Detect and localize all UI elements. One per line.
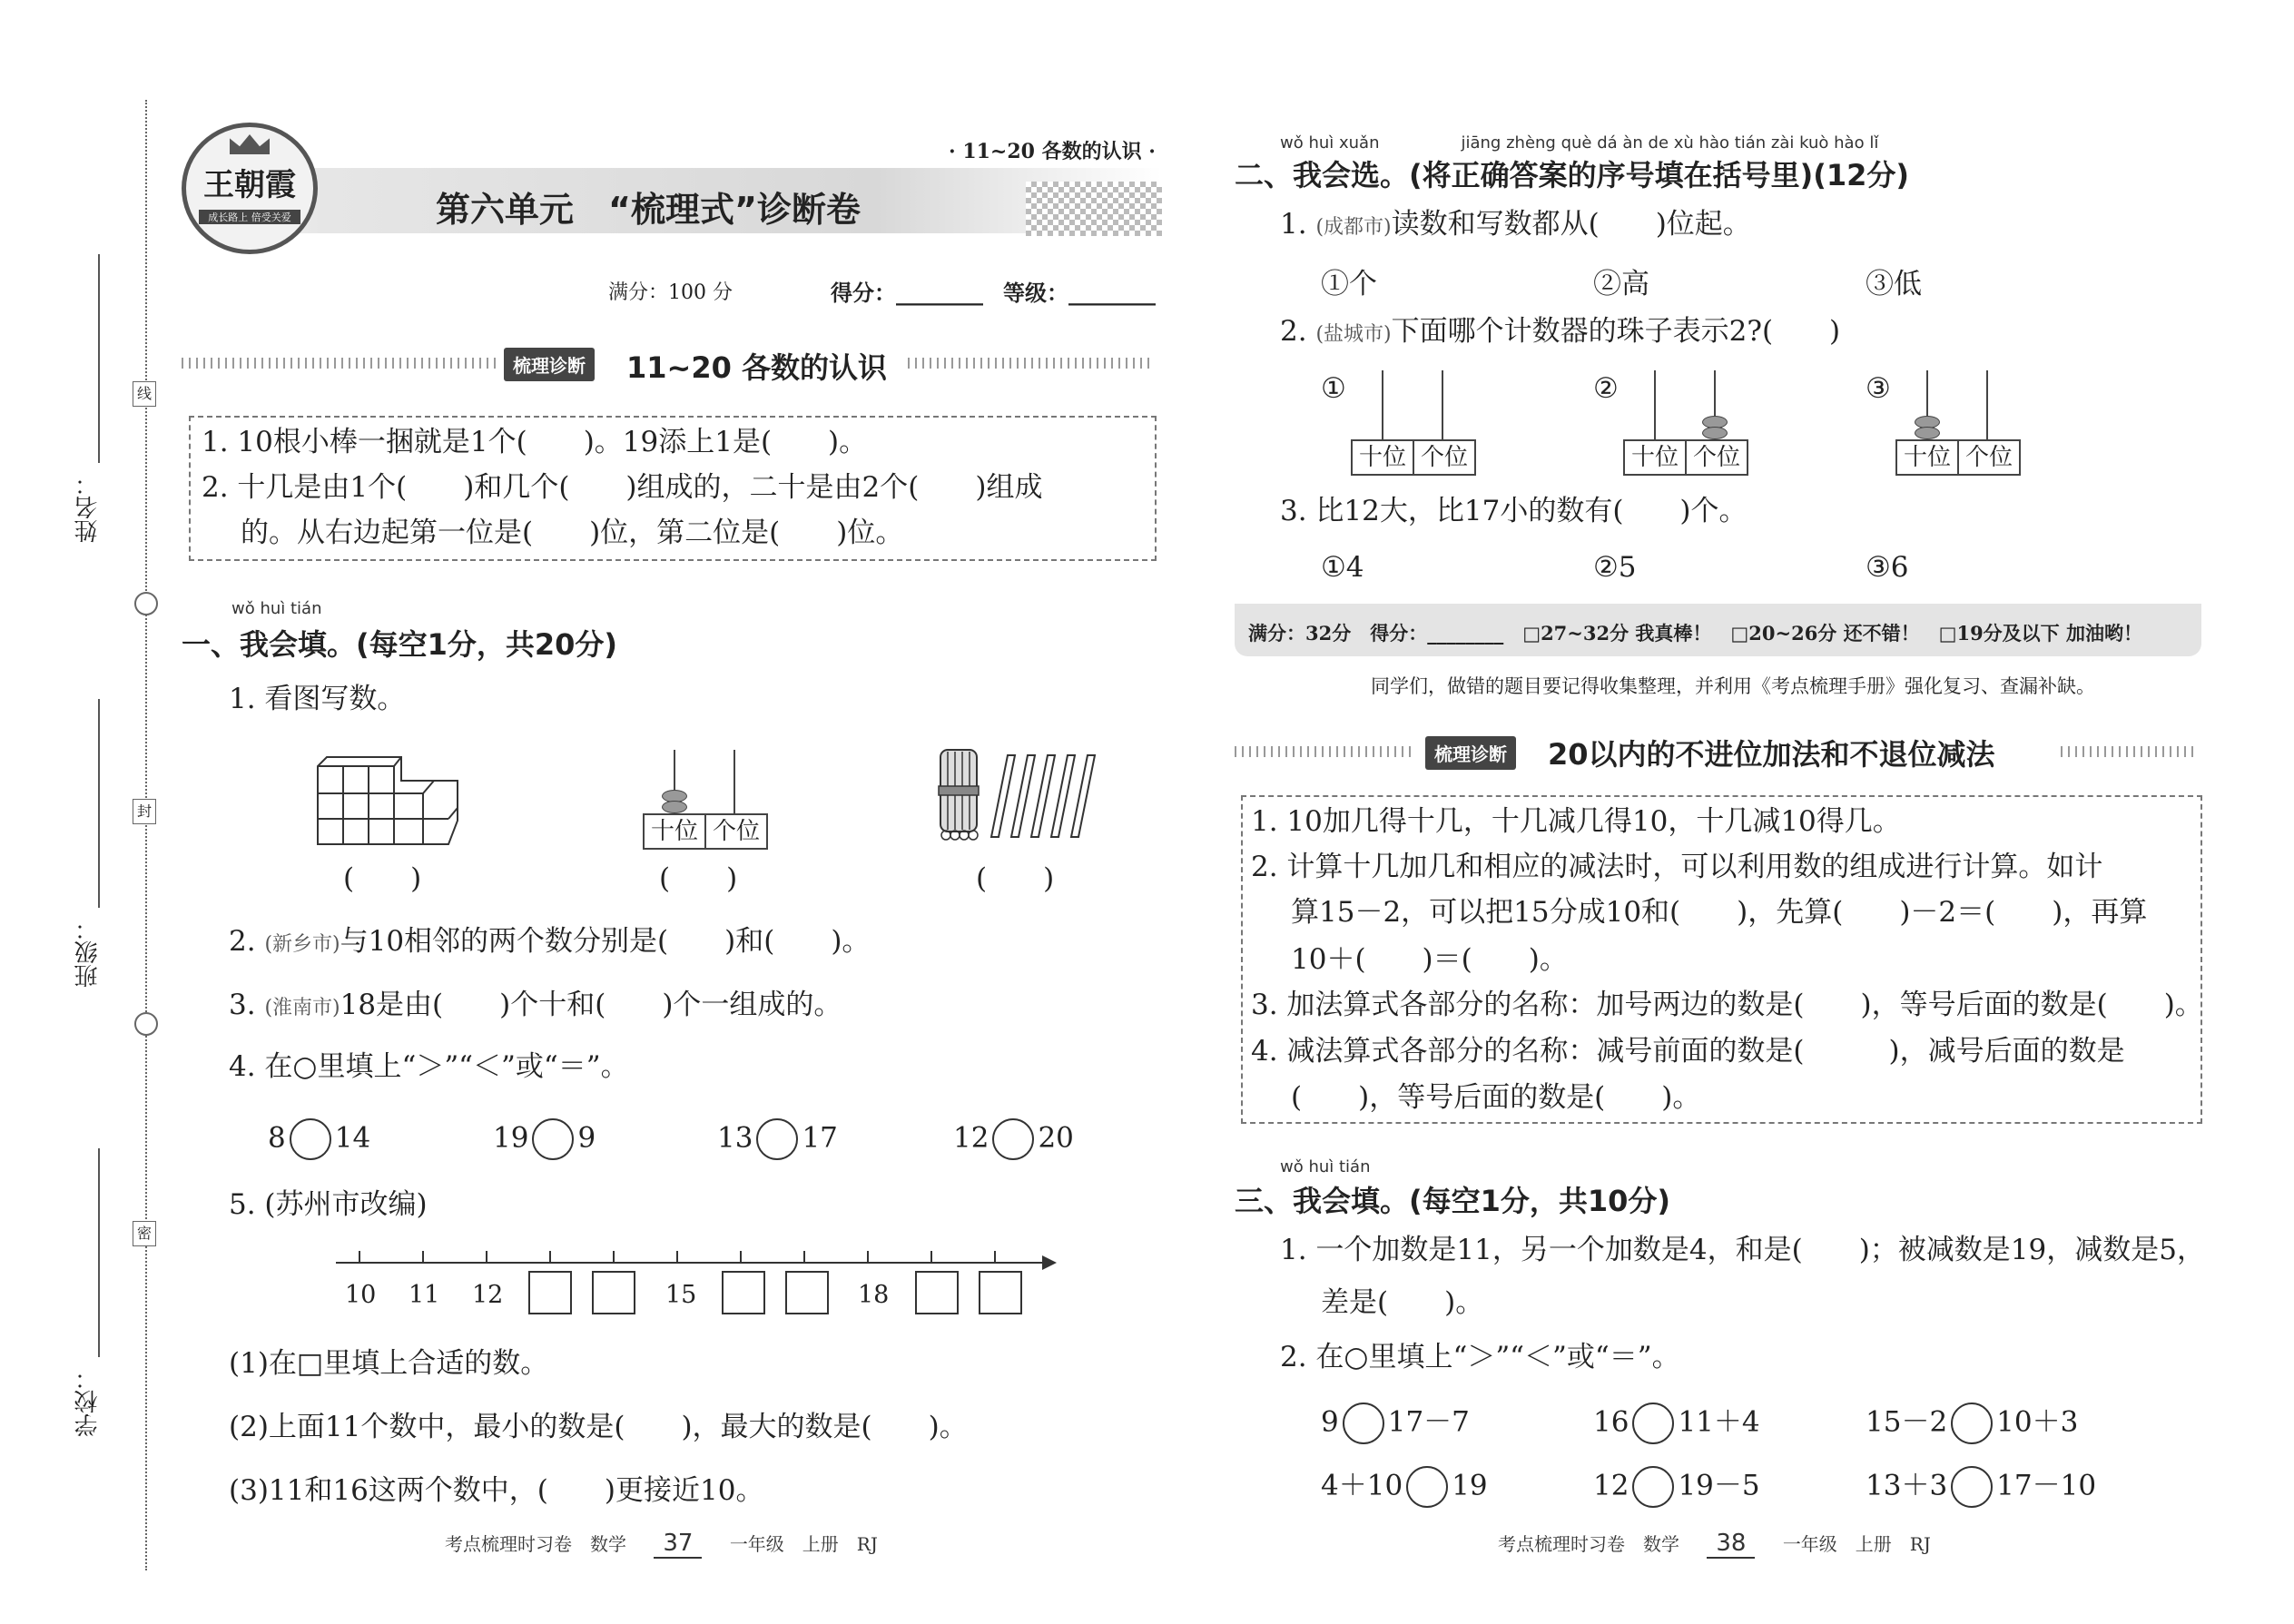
crown-icon [230, 134, 270, 154]
option[interactable]: ③低 [1866, 268, 1922, 300]
compare-right: 17 [802, 1121, 838, 1155]
compare-circle[interactable] [756, 1118, 798, 1160]
review-line: ( )，等号后面的数是( )。 [1291, 1081, 1701, 1114]
score-field[interactable]: 得分：________ [831, 280, 983, 306]
review-line: 2. 十几是由1个( )和几个( )组成的，二十是由2个( )组成 [202, 471, 1043, 504]
review-line: 1. 10根小棒一捆就是1个( )。19添上1是( )。 [202, 426, 868, 458]
part1-title: 一、我会填。(每空1分，共20分) [182, 627, 618, 662]
footer-right [1498, 1530, 1931, 1557]
school-label: 学校： [74, 1366, 102, 1437]
number-line-tick [676, 1251, 678, 1264]
compare-item [1321, 1403, 1470, 1444]
review-line: 1. 10加几得十几，十几减几得10，十几减10得几。 [1251, 805, 1901, 838]
compare-right: 17－10 [1996, 1469, 2097, 1502]
abacus-ones-label: 个位 [1413, 441, 1474, 474]
compare-circle[interactable] [1951, 1403, 1993, 1444]
compare-item [268, 1118, 370, 1160]
answer-box[interactable] [528, 1271, 572, 1314]
school-field[interactable] [98, 1148, 100, 1357]
unit-topic: · 11~20 各数的认识 · [949, 140, 1156, 163]
compare-right: 14 [334, 1121, 371, 1155]
number-line-tick [549, 1251, 551, 1264]
compare-right: 11＋4 [1678, 1405, 1760, 1439]
r-question-1: 1. (成都市)读数和写数都从( )位起。 [1280, 208, 1751, 241]
number-line-tick [867, 1251, 869, 1264]
abacus-rod [733, 750, 735, 813]
tick-label: 12 [472, 1281, 504, 1309]
compare-right: 10＋3 [1996, 1405, 2079, 1439]
abacus-tens-label: 十位 [650, 818, 698, 845]
abacus-counter [1351, 439, 1476, 476]
abacus-tens-label: 十位 [1630, 444, 1679, 471]
sticks-svg [935, 744, 1098, 846]
cubes-picture [316, 755, 459, 846]
binder-hole [134, 1012, 158, 1036]
question-4: 4. 在○里填上“＞”“＜”或“＝”。 [229, 1050, 629, 1083]
compare-left: 13 [717, 1121, 753, 1155]
option[interactable]: ①个 [1321, 268, 1377, 300]
section-divider [2061, 746, 2197, 757]
abacus-counter [1623, 439, 1748, 476]
region-tag: (成都市) [1315, 216, 1392, 239]
grade-field[interactable]: 等级：________ [1003, 280, 1156, 306]
r-question-1-text: 读数和写数都从( )位起。 [1391, 208, 1751, 241]
r-question-2: 2. (盐城市)下面哪个计数器的珠子表示2?( ) [1280, 315, 1841, 348]
question-5-tag: 5. (苏州市改编) [229, 1188, 428, 1221]
binder-hole [134, 592, 158, 615]
region-tag: (新乡市) [264, 933, 340, 956]
abacus-bead [1702, 427, 1728, 439]
abacus-rod [1442, 370, 1443, 439]
option[interactable]: ① [1321, 372, 1346, 405]
checker-pattern [1026, 182, 1162, 236]
section-badge: 梳理诊断 [504, 348, 595, 381]
review-line: 的。从右边起第一位是( )位，第二位是( )位。 [241, 517, 904, 549]
compare-right: 20 [1038, 1121, 1074, 1155]
picture-answer[interactable]: ( ) [976, 862, 1055, 895]
name-label: 姓名： [74, 472, 102, 543]
question-3-text: 18是由( )个十和( )个一组成的。 [340, 989, 842, 1021]
page-number: 37 [654, 1530, 702, 1559]
review-line: 4. 减法算式各部分的名称：减号前面的数是( )，减号后面的数是 [1251, 1035, 2125, 1068]
number-line [336, 1262, 1053, 1264]
answer-box[interactable] [915, 1271, 959, 1314]
abacus-rod [1986, 370, 1988, 439]
compare-left: 13＋3 [1866, 1469, 1948, 1502]
r3-question-1-cont: 差是( )。 [1321, 1286, 1484, 1319]
question-2-text: 与10相邻的两个数分别是( )和( )。 [340, 925, 871, 958]
compare-left: 19 [493, 1121, 529, 1155]
compare-circle[interactable] [1406, 1466, 1448, 1508]
region-tag: (淮南市) [264, 997, 340, 1019]
number-line-tick [930, 1251, 932, 1264]
review-line: 10＋( )＝( )。 [1291, 943, 1568, 976]
abacus-counter [643, 813, 768, 850]
abacus-rod [1654, 370, 1656, 439]
number-line-tick [486, 1251, 487, 1264]
seal-char: 封 [133, 799, 156, 824]
cubes-svg [316, 755, 459, 846]
number-line-tick [994, 1251, 996, 1264]
question-3: 3. (淮南市)18是由( )个十和( )个一组成的。 [229, 989, 842, 1021]
compare-circle[interactable] [992, 1118, 1034, 1160]
seal-char: 密 [133, 1221, 156, 1246]
option[interactable]: ②高 [1593, 268, 1649, 300]
score-bar-text: 满分：32分 得分：________ □27~32分 我真棒！ □20~26分 还不错！ □19分及以下 加油哟！ [1248, 622, 2142, 645]
footer-book: 考点梳理时习卷 数学 [445, 1533, 626, 1555]
compare-right: 9 [577, 1121, 596, 1155]
number-line-tick [740, 1251, 742, 1264]
answer-box[interactable] [722, 1271, 765, 1314]
tick-label: 10 [345, 1281, 377, 1309]
compare-circle[interactable] [532, 1118, 574, 1160]
review-line: 算15－2，可以把15分成10和( )，先算( )－2＝( )，再算 [1291, 896, 2148, 929]
pinyin: wǒ huì tián [1280, 1157, 1371, 1176]
section-badge: 梳理诊断 [1425, 736, 1516, 770]
compare-left: 9 [1321, 1405, 1339, 1439]
page-title: 第六单元 “梳理式”诊断卷 [436, 190, 861, 230]
tip-text: 同学们，做错的题目要记得收集整理，并利用《考点梳理手册》强化复习、查漏补缺。 [1371, 675, 2095, 697]
compare-circle[interactable] [1343, 1403, 1384, 1444]
option[interactable]: ② [1593, 372, 1619, 405]
number-line-tick [422, 1251, 424, 1264]
r3-question-1: 1. 一个加数是11，另一个加数是4，和是( )；被减数是19，减数是5， [1280, 1234, 2205, 1266]
question-5-2: (2)上面11个数中，最小的数是( )，最大的数是( )。 [229, 1411, 968, 1443]
compare-right: 19－5 [1678, 1469, 1760, 1502]
compare-item [493, 1118, 596, 1160]
compare-item [953, 1118, 1074, 1160]
review-line: 2. 计算十几加几和相应的减法时，可以利用数的组成进行计算。如计 [1251, 851, 2103, 883]
abacus-ones-label: 个位 [1685, 441, 1747, 474]
logo-text: 王朝霞 [203, 167, 296, 203]
option[interactable]: ①4 [1321, 551, 1364, 584]
full-score: 满分：100 分 [608, 281, 733, 304]
compare-item [717, 1118, 838, 1160]
section-divider [1235, 746, 1416, 757]
compare-left: 12 [1593, 1469, 1629, 1502]
section-divider [182, 358, 499, 369]
name-field[interactable] [98, 254, 100, 463]
abacus-counter [1895, 439, 2021, 476]
abacus-ones-label: 个位 [1957, 441, 2019, 474]
part2-title: 二、我会选。(将正确答案的序号填在括号里)(12分) [1235, 158, 1910, 192]
footer-book: 考点梳理时习卷 数学 [1498, 1533, 1679, 1555]
arrow-icon [1042, 1255, 1057, 1270]
compare-right: 19 [1452, 1469, 1488, 1502]
abacus-rod [1382, 370, 1383, 439]
option[interactable]: ③ [1866, 372, 1891, 405]
compare-left: 8 [268, 1121, 286, 1155]
compare-item [1866, 1403, 2078, 1444]
logo-sub: 成长路上 倍受关爱 [199, 210, 300, 224]
question-5-1: (1)在□里填上合适的数。 [229, 1347, 549, 1380]
compare-circle[interactable] [1632, 1466, 1674, 1508]
r-question-3: 3. 比12大，比17小的数有( )个。 [1280, 495, 1748, 527]
page-number: 38 [1707, 1530, 1755, 1559]
section-title: 20以内的不进位加法和不退位减法 [1548, 737, 1995, 772]
compare-item [1593, 1403, 1760, 1444]
compare-item [1593, 1466, 1760, 1508]
compare-left: 15－2 [1866, 1405, 1948, 1439]
r3-question-2: 2. 在○里填上“＞”“＜”或“＝”。 [1280, 1341, 1680, 1373]
answer-box[interactable] [785, 1271, 829, 1314]
number-line-tick [803, 1251, 805, 1264]
tick-label: 11 [409, 1281, 440, 1309]
abacus-bead [1915, 427, 1940, 439]
tick-label: 18 [858, 1281, 890, 1309]
question-2: 2. (新乡市)与10相邻的两个数分别是( )和( )。 [229, 925, 871, 958]
picture-answer[interactable]: ( ) [659, 862, 738, 895]
seal-char: 线 [133, 381, 156, 407]
section-title: 11~20 各数的认识 [626, 350, 888, 385]
pinyin: wǒ huì tián [231, 599, 322, 618]
tick-label: 15 [665, 1281, 697, 1309]
review-line: 3. 加法算式各部分的名称：加号两边的数是( )，等号后面的数是( )。 [1251, 989, 2203, 1021]
option[interactable]: ②5 [1593, 551, 1637, 584]
answer-box[interactable] [979, 1271, 1022, 1314]
compare-circle[interactable] [1632, 1403, 1674, 1444]
compare-left: 4＋10 [1321, 1469, 1403, 1502]
question-1: 1. 看图写数。 [229, 683, 406, 715]
footer-grade: 一年级 上册 RJ [1782, 1533, 1931, 1555]
part3-title: 三、我会填。(每空1分，共10分) [1235, 1184, 1671, 1218]
question-5 [229, 1188, 428, 1221]
abacus-ones-label: 个位 [704, 815, 766, 848]
class-field[interactable] [98, 699, 100, 908]
compare-item [1321, 1466, 1488, 1508]
class-label: 班级： [74, 917, 102, 988]
sticks-picture [935, 744, 1098, 846]
question-5-3: (3)11和16这两个数中，( )更接近10。 [229, 1474, 764, 1507]
number-line-tick [613, 1251, 615, 1264]
answer-box[interactable] [592, 1271, 635, 1314]
abacus-bead [662, 801, 687, 813]
compare-circle[interactable] [1951, 1466, 1993, 1508]
compare-left: 12 [953, 1121, 989, 1155]
r-question-2-text: 下面哪个计数器的珠子表示2?( ) [1391, 315, 1841, 348]
number-line-tick [359, 1251, 360, 1264]
fold-line [145, 100, 147, 1570]
compare-left: 16 [1593, 1405, 1629, 1439]
pinyin: wǒ huì xuǎn jiāng zhèng què dá àn de xù hào tián zài kuò hào lǐ [1280, 133, 1879, 153]
footer-left [445, 1530, 878, 1557]
compare-circle[interactable] [290, 1118, 331, 1160]
logo [182, 123, 318, 254]
picture-answer[interactable]: ( ) [343, 862, 422, 895]
region-tag: (盐城市) [1315, 323, 1392, 346]
abacus-tens-label: 十位 [1903, 444, 1951, 471]
abacus-tens-label: 十位 [1358, 444, 1406, 471]
footer-grade: 一年级 上册 RJ [729, 1533, 878, 1555]
section-divider [908, 358, 1155, 369]
compare-item [1866, 1466, 2096, 1508]
option[interactable]: ③6 [1866, 551, 1909, 584]
compare-right: 17－7 [1387, 1405, 1470, 1439]
